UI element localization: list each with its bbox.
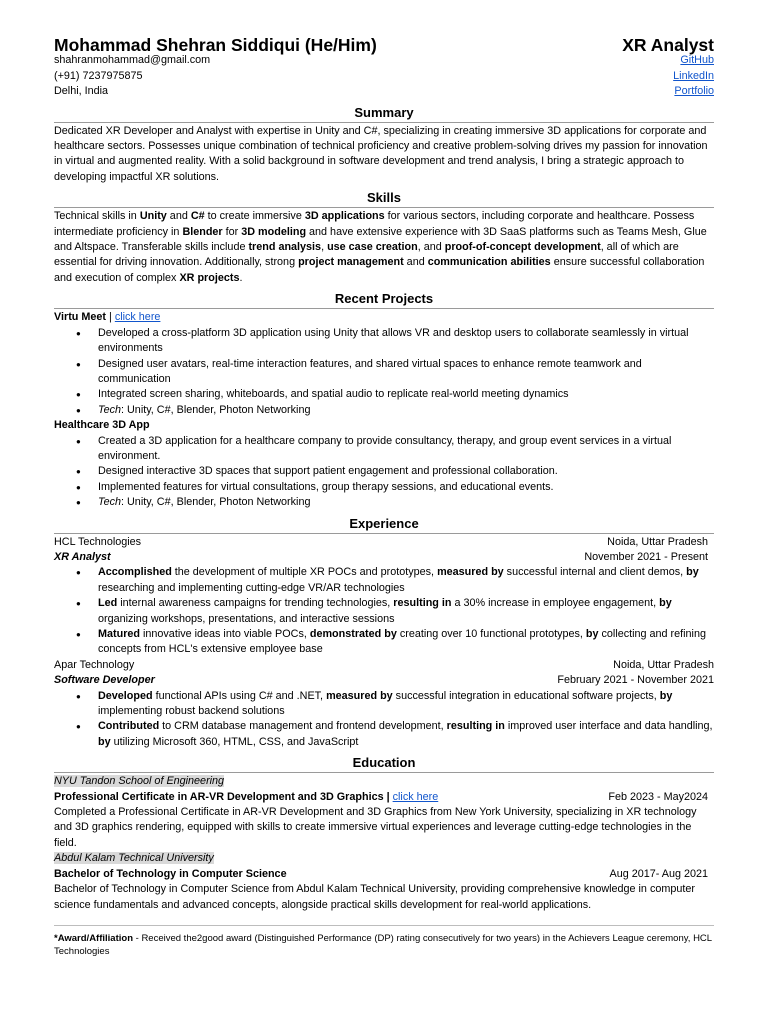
education-desc: Bachelor of Technology in Computer Science from Abdul Kalam Technical University, providing comprehensive knowledge in computer science fundamentals and advanced concepts, alongside practical skills development for real-world applications. (54, 883, 695, 911)
summary-text: Dedicated XR Developer and Analyst with expertise in Unity and C#, specializing in creating immersive 3D applications for corporate and healthcare sectors. Possesses unique combination of technical proficiency and creative problem-solving drives my passion for innovation in virtual and augmented reality. With a solid background in software development and trend analysis, I bring a strategic approach to developing impactful XR solutions. (54, 124, 708, 183)
education-nyu: NYU Tandon School of Engineering Professional Certificate in AR-VR Development and 3D Graphics | click here Feb 2023 - May2024 Completed a Professional Certificate in AR-VR Development and 3D Graphics from New York University, specializing in XR technology and 3D graphics rendering, equipped with skills to create immersive virtual experiences and leverage cutting-edge technologies in the field. (54, 774, 714, 851)
job-dates: November 2021 - Present (584, 550, 708, 563)
list-item: ● Accomplished the development of multiple XR POCs and prototypes, measured by successful internal and client demos, by researching and implementing cutting-edge VR/AR technologies (98, 565, 714, 596)
school-name: NYU Tandon School of Engineering (54, 775, 225, 788)
list-item: ● Led internal awareness campaigns for trending technologies, resulting in a 30% increase in employee engagement, by organizing workshops, presentations, and interactive sessions (98, 596, 714, 627)
school-name: Abdul Kalam Technical University (54, 852, 214, 865)
education-heading: Education (54, 753, 714, 773)
phone-text: (+91) 7237975875 (54, 69, 143, 82)
experience-apar (54, 658, 714, 750)
person-name: Mohammad Shehran Siddiqui (He/Him) (54, 35, 377, 55)
degree-title: Professional Certificate in AR-VR Development and 3D Graphics (54, 790, 384, 803)
job-title: XR Analyst (54, 550, 111, 563)
degree-title: Bachelor of Technology in Computer Science (54, 867, 287, 880)
project-title: Virtu Meet (54, 311, 106, 324)
company-name: Apar Technology (54, 658, 135, 671)
project-virtu-meet: Virtu Meet | click here ● Developed a cross-platform 3D application using Unity that allows VR and desktop users to collaborate seamlessly in virtual environments ● Designed user avatars, real-time interaction features, and shared virtual spaces to enhance remote teamwork and communication ● Integrated screen sharing, whiteboards, and spatial audio to replicate real-world meeting dynamics ● Tech: Unity, C#, Blender, Photon Networking (54, 310, 714, 418)
location-text: Delhi, India (54, 85, 109, 98)
job-role: XR Analyst (622, 35, 714, 55)
job-dates: February 2021 - November 2021 (557, 674, 714, 687)
award-note: *Award/Affiliation - Received the2good award (Distinguished Performance (DP) rating consecutively for two years) in the Achievers League ceremony, HCL Technologies (54, 932, 712, 958)
list-item: ● Developed functional APIs using C# and .NET, measured by successful integration in educational software projects, by implementing robust backend solutions (98, 689, 714, 720)
job-location: Noida, Uttar Pradesh (607, 535, 708, 548)
portfolio-link[interactable]: Portfolio (674, 85, 714, 98)
list-item: ● Tech: Unity, C#, Blender, Photon Networking (98, 495, 714, 510)
role-block (622, 35, 714, 100)
contact-block (54, 35, 377, 100)
project-title: Healthcare 3D App (54, 419, 150, 432)
list-item: ● Tech: Unity, C#, Blender, Photon Networking (98, 403, 714, 418)
education-aktu (54, 851, 714, 913)
list-item: ● Created a 3D application for a healthcare company to provide consultancy, therapy, and group event services in a virtual environment. (98, 434, 714, 465)
list-item: ● Matured innovative ideas into viable POCs, demonstrated by creating over 10 functional prototypes, by collecting and refining concepts from HCL's extensive employee base (98, 627, 714, 658)
project-healthcare-app (54, 418, 714, 510)
projects-heading: Recent Projects (54, 289, 714, 309)
job-title: Software Developer (54, 674, 155, 687)
github-link[interactable]: GitHub (680, 54, 714, 67)
skills-text: Technical skills in Unity and C# to create immersive 3D applications for various sectors, including corporate and healthcare. Possess intermediate proficiency in Blender for 3D modeling and have extensive experience with 3D SaaS platforms such as Teams Mesh, Glue and Altspace. Transferable skills include trend analysis, use case creation, and proof-of-concept development, all of which are essential for driving innovation. Additionally, strong project management and communication abilities ensure successful collaboration and execution of complex XR projects. (54, 210, 707, 284)
experience-heading: Experience (54, 514, 714, 534)
project-link[interactable]: click here (114, 311, 161, 324)
list-item: ● Designed user avatars, real-time interaction features, and shared virtual spaces to enhance remote teamwork and communication (98, 357, 714, 388)
education-desc: Completed a Professional Certificate in AR-VR Development and 3D Graphics from New York University, specializing in XR technology and 3D graphics rendering, equipped with skills to create immersive virtual experiences and leverage cutting-edge technologies in the field. (54, 806, 697, 849)
linkedin-link[interactable]: LinkedIn (673, 69, 714, 82)
certificate-link[interactable]: click here (392, 790, 439, 803)
job-location: Noida, Uttar Pradesh (613, 658, 714, 671)
list-item: ● Integrated screen sharing, whiteboards, and spatial audio to replicate real-world meeting dynamics (98, 387, 714, 402)
summary-heading: Summary (54, 103, 714, 123)
list-item: ● Implemented features for virtual consultations, group therapy sessions, and educational events. (98, 480, 714, 495)
skills-heading: Skills (54, 188, 714, 208)
list-item: ● Contributed to CRM database management and frontend development, resulting in improved user interface and data handling, by utilizing Microsoft 360, HTML, CSS, and JavaScript (98, 719, 714, 750)
experience-hcl (54, 535, 714, 658)
resume-header (54, 35, 714, 100)
education-dates: Aug 2017- Aug 2021 (609, 867, 708, 880)
company-name: HCL Technologies (54, 535, 142, 548)
list-item: ● Designed interactive 3D spaces that support patient engagement and professional collaboration. (98, 464, 714, 479)
email-text: shahranmohammad@gmail.com (54, 54, 211, 67)
list-item: ● Developed a cross-platform 3D application using Unity that allows VR and desktop users to collaborate seamlessly in virtual environments (98, 326, 714, 357)
education-dates: Feb 2023 - May2024 (608, 790, 708, 803)
